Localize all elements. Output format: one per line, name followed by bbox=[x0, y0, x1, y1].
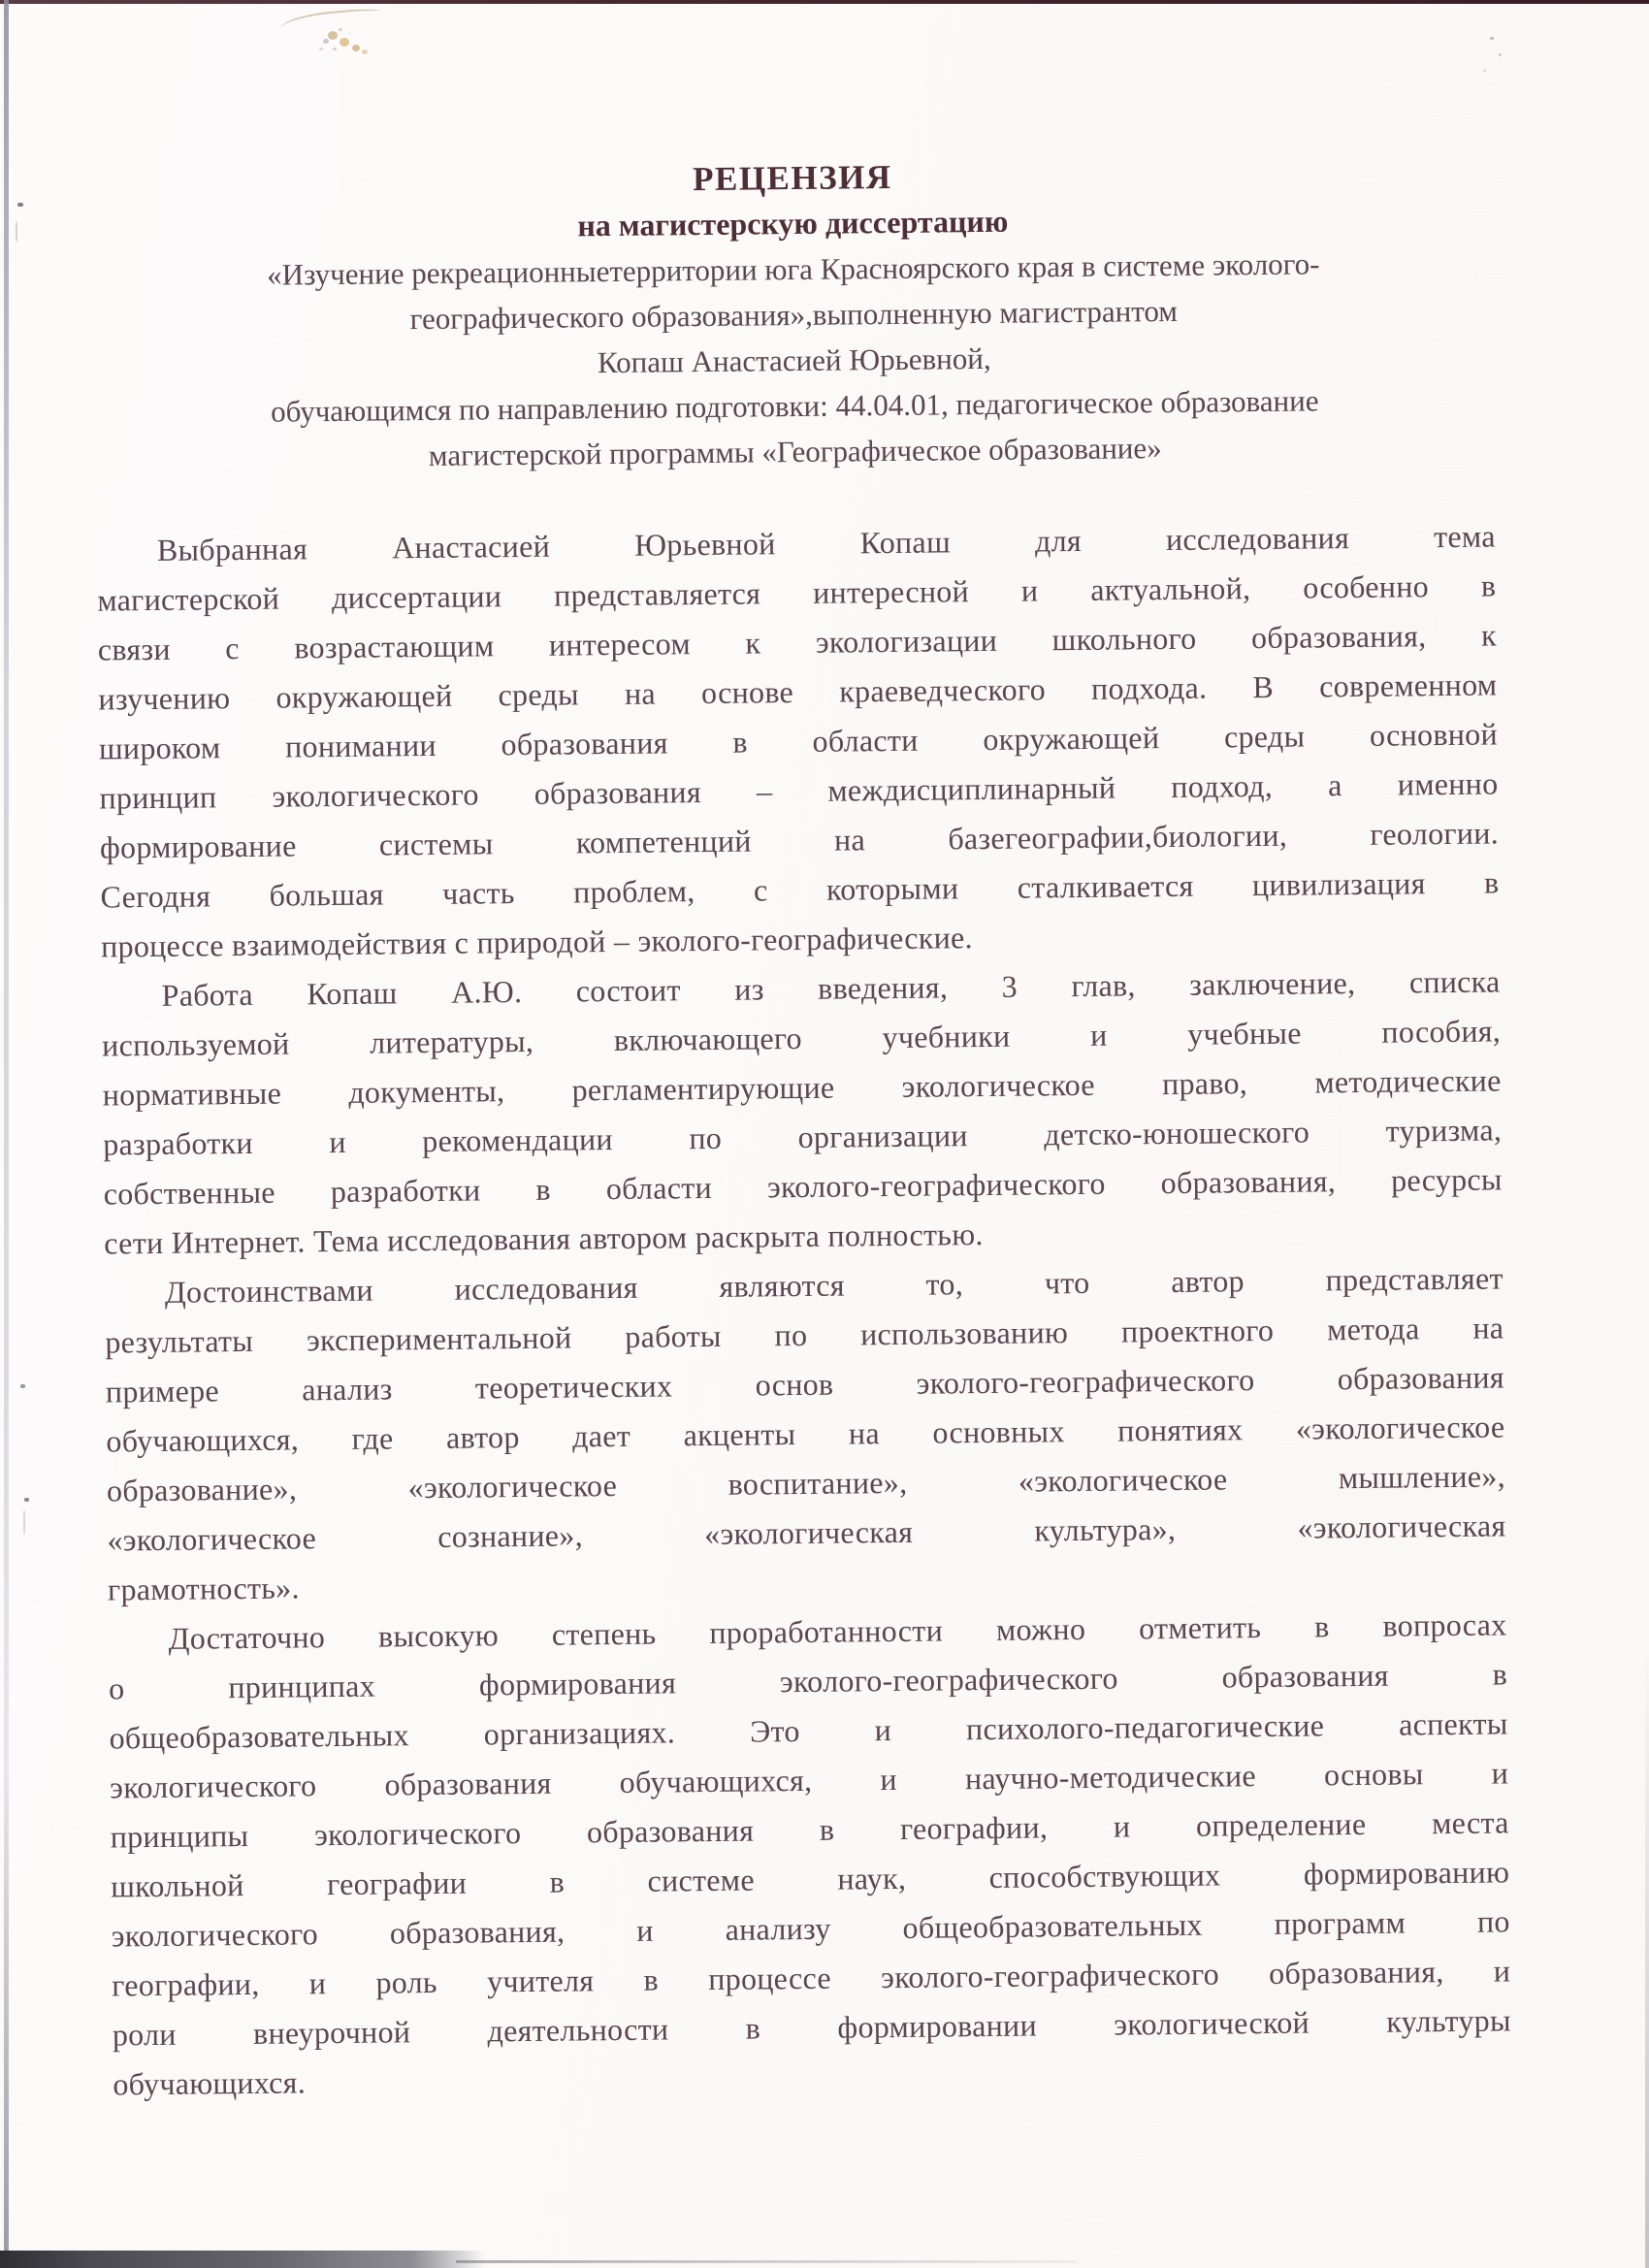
text-line: принципы экологического образования в географии, и определение места bbox=[110, 1804, 1509, 1855]
scan-speck bbox=[20, 1384, 25, 1388]
text-line: разработки и рекомендации по организации детско-юношеского туризма, bbox=[103, 1112, 1503, 1162]
text-line: экологического образования, и анализу общеобразовательных программ по bbox=[111, 1903, 1510, 1954]
text-line: широком понимании образования в области окружающей среды основной bbox=[98, 716, 1499, 766]
text-line: экологического образования обучающихся, и научно-методические основы и bbox=[109, 1755, 1509, 1805]
text-line: результаты экспериментальной работы по использованию проектного метода на bbox=[105, 1310, 1504, 1360]
text-line: изучению окружающей среды на основе краеведческого подхода. В современном bbox=[98, 666, 1498, 717]
text-line: сети Интернет. Тема исследования автором раскрыта полностью. bbox=[104, 1216, 984, 1261]
body-paragraph bbox=[97, 511, 1501, 971]
review-header-lines bbox=[94, 239, 1495, 481]
body-paragraph bbox=[108, 1600, 1511, 2109]
scan-speck bbox=[24, 1498, 29, 1502]
scan-edge-right bbox=[1645, 1649, 1649, 2268]
text-line: примере анализ теоретических основ эколого-географического образования bbox=[105, 1359, 1505, 1409]
text-line: используемой литературы, включающего учебники и учебные пособия, bbox=[101, 1013, 1502, 1063]
review-subtitle: на магистерскую диссертацию bbox=[577, 203, 1009, 243]
text-line: Выбранная Анастасией Юрьевной Копаш для исследования тема bbox=[156, 518, 1496, 567]
text-line: общеобразовательных организациях. Это и психолого-педагогические аспекты bbox=[109, 1705, 1508, 1756]
review-body bbox=[97, 511, 1512, 2109]
text-line: магистерской диссертации представляется интересной и актуальной, особенно в bbox=[97, 567, 1497, 618]
text-line: о принципах формирования эколого-географического образования в bbox=[108, 1656, 1508, 1706]
scan-speck bbox=[1499, 53, 1502, 56]
text-line: грамотность». bbox=[107, 1570, 300, 1607]
body-paragraph bbox=[101, 956, 1503, 1268]
text-line: Достаточно высокую степень проработанности можно отметить в вопросах bbox=[168, 1606, 1507, 1656]
text-line: принцип экологического образования – междисциплинарный подход, а именно bbox=[99, 765, 1499, 816]
text-line: Работа Копаш А.Ю. состоит из введения, 3 глав, заключение, списка bbox=[161, 963, 1501, 1013]
text-line: роли внеурочной деятельности в формировании экологической культуры bbox=[112, 2002, 1511, 2053]
scan-edge-bottom bbox=[0, 2251, 485, 2268]
text-line: «экологическое сознание», «экологическая культура», «экологическая bbox=[107, 1507, 1506, 1558]
scan-speck bbox=[1490, 37, 1494, 40]
scan-edge-left bbox=[4, 0, 9, 2268]
text-line: образование», «экологическое воспитание», «экологическое мышление», bbox=[106, 1458, 1506, 1508]
header-line: «Изучение рекреационныетерритории юга Красноярского края в системе эколого- bbox=[267, 246, 1320, 292]
body-paragraph bbox=[105, 1253, 1507, 1614]
text-line: собственные разработки в области эколого-географического образования, ресурсы bbox=[103, 1161, 1503, 1212]
scan-speck bbox=[17, 203, 23, 207]
header-line: магистерской программы «Географическое образование» bbox=[428, 431, 1162, 472]
text-line: процессе взаимодействия с природой – эколого-географические. bbox=[100, 920, 974, 964]
text-line: обучающихся, где автор дает акценты на основных понятиях «экологическое bbox=[106, 1409, 1505, 1459]
header-line: географического образования»,выполненную магистрантом bbox=[409, 293, 1179, 337]
document-content bbox=[91, 0, 1512, 2109]
text-line: географии, и роль учителя в процессе эколого-географического образования, и bbox=[112, 1953, 1511, 2003]
document-header bbox=[91, 0, 1495, 482]
text-line: формирование системы компетенций на базегеографии,биологии, геологии. bbox=[99, 815, 1500, 865]
header-line: обучающимся по направлению подготовки: 44.04.01, педагогическое образование bbox=[270, 383, 1319, 429]
review-title: РЕЦЕНЗИЯ bbox=[692, 157, 892, 199]
scan-edge-bottom-line bbox=[456, 2260, 1077, 2263]
text-line: связи с возрастающим интересом к экологизации школьного образования, к bbox=[97, 617, 1498, 667]
text-line: Достоинствами исследования являются то, что автор представляет bbox=[164, 1260, 1504, 1310]
text-line: нормативные документы, регламентирующие экологическое право, методические bbox=[102, 1062, 1502, 1113]
scan-speck bbox=[23, 1509, 25, 1535]
text-line: Сегодня большая часть проблем, с которыми сталкивается цивилизация в bbox=[100, 864, 1500, 915]
header-line: Копаш Анастасией Юрьевной, bbox=[597, 340, 991, 380]
scan-speck bbox=[16, 221, 17, 243]
text-line: обучающихся. bbox=[113, 2064, 307, 2102]
text-line: школьной географии в системе наук, способствующих формированию bbox=[111, 1854, 1510, 1904]
